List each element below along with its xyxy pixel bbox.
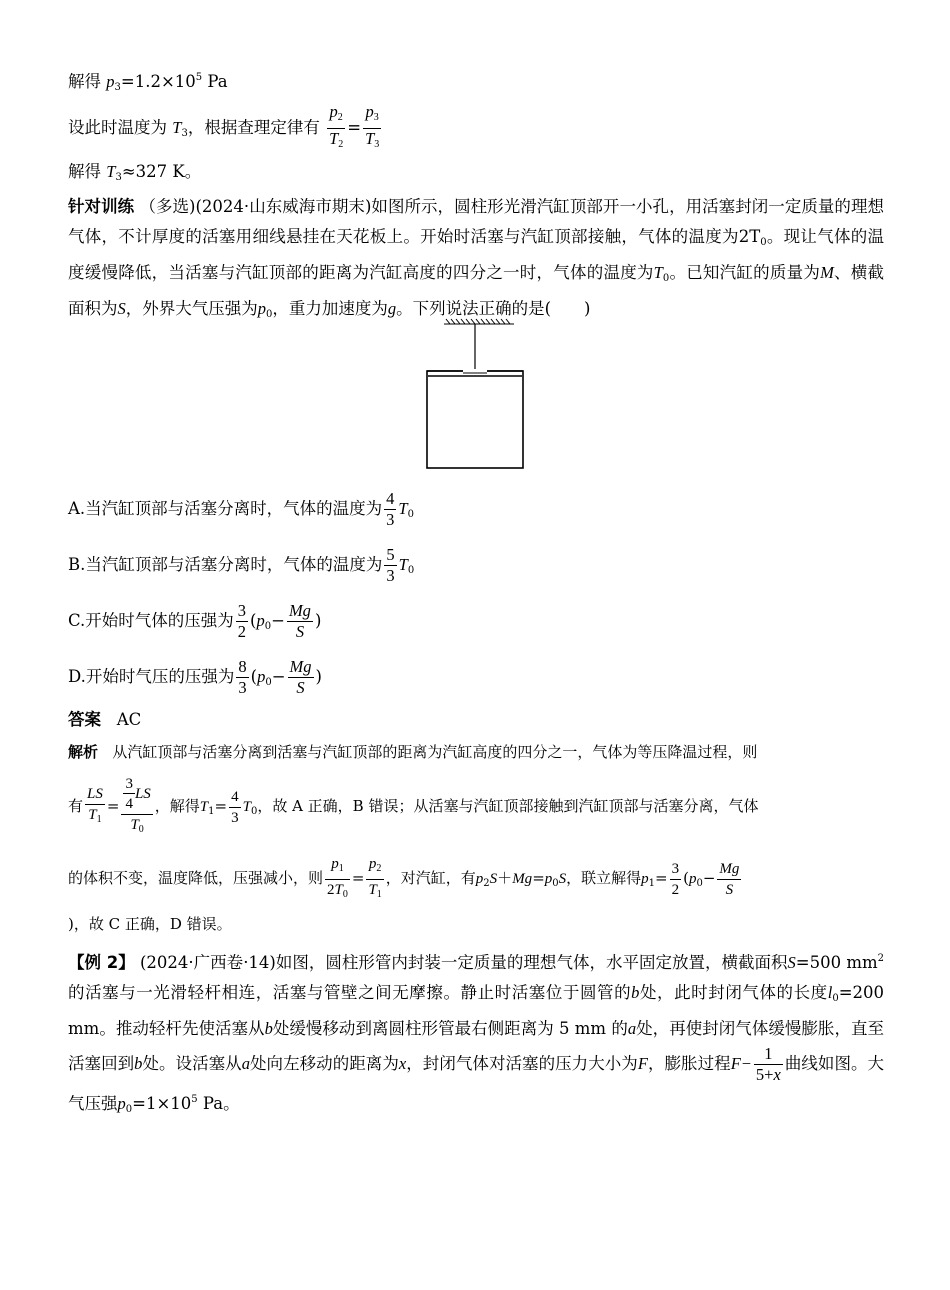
- text: Pa: [202, 72, 228, 91]
- cylinder-body: [427, 371, 523, 468]
- fraction-4-3: $\frac{4}{3}$: [231, 788, 239, 826]
- option-b[interactable]: [68, 540, 884, 596]
- text: 解得: [68, 72, 107, 91]
- fraction-p2-T1: $\frac{p_2}{T_1}$: [368, 855, 382, 900]
- sub: 2: [338, 139, 344, 150]
- text: 处，再使封闭气体缓慢膨胀，直至活塞回到: [68, 1019, 884, 1073]
- fraction-Mg-S: $\frac{Mg}{S}$: [719, 860, 740, 898]
- text: =1×10: [132, 1094, 192, 1113]
- answer-label: 答案: [68, 710, 101, 729]
- cylinder-diagram: [420, 318, 530, 472]
- var-p: p: [329, 102, 338, 121]
- option-c-text: C.开始时气体的压强为: [68, 611, 234, 630]
- sub: 3: [373, 112, 379, 123]
- text: (2024·广西卷·14)如图，圆柱形管内封装一定质量的理想气体，水平固定放置，横截面积: [140, 953, 788, 972]
- sub: 3: [374, 139, 380, 150]
- text: 的活塞与一光滑轻杆相连，活塞与管壁之间无摩擦。静止时活塞位于圆管的: [68, 983, 632, 1002]
- fraction-4-3: $\frac{4}{3}$: [386, 489, 395, 529]
- sup: 5: [195, 72, 203, 83]
- text: ，外界大气压强为: [125, 299, 258, 318]
- var-T: T: [653, 263, 663, 282]
- text: （多选)(2024·山东威海市期末)如图所示，圆柱形光滑汽缸顶部开一小孔，用活塞封闭一定质量的理想气体，不计厚度的活塞用细线悬挂在天花板上。开始时活塞与汽缸顶部接触，气体的温度为: [68, 197, 884, 246]
- text: ≈327 K。: [121, 162, 202, 181]
- fraction-Mg-S: $\frac{Mg}{S}$: [288, 601, 311, 641]
- sub: 3: [181, 128, 188, 139]
- var-g: g: [387, 299, 397, 318]
- option-a-text: A.当汽缸顶部与活塞分离时，气体的温度为: [68, 499, 383, 518]
- text: 2T: [738, 227, 761, 246]
- text: 处，此时封闭气体的长度: [639, 983, 828, 1002]
- text: 设此时温度为: [68, 118, 173, 137]
- var-T: T: [172, 118, 182, 137]
- example2-tag: 【例 2】: [68, 953, 135, 972]
- sub: 0: [662, 273, 670, 284]
- fraction-p2-T2: [327, 102, 345, 155]
- var-p: p: [365, 102, 374, 121]
- option-b-text: B.当汽缸顶部与活塞分离时，气体的温度为: [68, 555, 383, 574]
- sub: 0: [760, 237, 767, 248]
- fraction-5-3: $\frac{5}{3}$: [386, 545, 395, 585]
- practice-heading: 针对训练: [68, 197, 135, 216]
- fraction-3-2: $\frac{3}{2}$: [237, 601, 247, 641]
- text: 处向左移动的距离为: [249, 1054, 399, 1073]
- sub: 0: [407, 509, 414, 520]
- text: ，联立解得: [566, 869, 642, 887]
- var-T: T: [398, 555, 408, 574]
- analysis-line-4: [68, 912, 884, 936]
- text: 的体积不变，温度降低，压强减小，则: [68, 869, 324, 887]
- text: ，根据查理定律有: [187, 118, 320, 137]
- sub: 2: [337, 112, 343, 123]
- text: 处缓慢移动到离圆柱形管最右侧距离为 5 mm 的: [272, 1019, 628, 1038]
- fraction-3-4-LS-T0: $\frac{3}{4}$ LS $T_0$: [121, 775, 152, 840]
- var-T: T: [106, 162, 116, 181]
- text: =500 mm: [795, 953, 878, 972]
- analysis-line-1: [68, 740, 884, 764]
- text: =1.2×10: [120, 72, 196, 91]
- fraction-p3-T3: [363, 102, 381, 155]
- option-a[interactable]: [68, 484, 884, 540]
- solution-line-T3: [68, 160, 884, 190]
- option-d-text: D.开始时气压的压强为: [68, 667, 235, 686]
- fraction-p1-2T0: $\frac{p_1}{2T_0}$: [327, 855, 348, 900]
- practice-paragraph: [68, 192, 884, 330]
- option-d[interactable]: D.开始时气压的压强为 $\frac{8}{3}$ ($p_0-$ $\frac{Mg}{S}$ ): [68, 657, 322, 697]
- text: 曲线如图。大气压强: [68, 1054, 885, 1113]
- text: ，封闭气体对活塞的压力大小为: [406, 1054, 638, 1073]
- text: =200 mm。推动轻杆先使活塞从: [68, 983, 885, 1038]
- sub: 0: [407, 565, 415, 576]
- solution-line-p3: [68, 66, 884, 100]
- sub: 3: [115, 172, 122, 183]
- text: 有: [68, 797, 84, 815]
- answer-value: AC: [116, 710, 142, 729]
- fraction-Mg-S: $\frac{Mg}{S}$: [289, 657, 312, 697]
- var-M: M: [820, 263, 834, 282]
- eq: =: [347, 118, 362, 137]
- var-p: p: [106, 72, 115, 91]
- analysis-label: 解析: [68, 743, 99, 761]
- sub: 3: [114, 82, 121, 93]
- text: 、横截面积为: [68, 263, 885, 318]
- answer-line: [68, 708, 884, 732]
- fraction-LS-T1: $\frac{LS}{T_1}$: [87, 786, 103, 825]
- var-T: T: [398, 499, 408, 518]
- solution-line-charles: [68, 102, 884, 158]
- analysis-line-3: 的体积不变，温度降低，压强减小，则 $\frac{p_1}{2T_0}$ = $\frac{p_2}{T_1}$ ，对汽缸，有$p_2S+Mg=p_0S$，联立解得$p_1=$ $\frac{3}{2}$ ($p_0-$ $\frac{Mg}{S}$: [68, 852, 884, 910]
- sub: 0: [266, 309, 273, 320]
- fraction-1-5plusx: $\frac{1}{5+x}$: [755, 1044, 781, 1084]
- text: 。下列说法正确的是( ): [396, 299, 591, 318]
- text: Pa。: [197, 1094, 240, 1113]
- var-p: p: [257, 299, 266, 318]
- text: 。已知汽缸的质量为: [669, 263, 821, 282]
- text: ，故 A 正确，B 错误；从活塞与汽缸顶部接触到汽缸顶部与活塞分离，气体: [257, 797, 759, 815]
- fraction-3-2: $\frac{3}{2}$: [671, 860, 680, 898]
- ceiling-hatch: [444, 319, 514, 324]
- text: ，对汽缸，有: [385, 869, 476, 887]
- text: ，膨胀过程: [647, 1054, 731, 1073]
- var-T: T: [329, 129, 339, 148]
- text: 。现让气体的温度缓慢降低，当活塞与汽缸顶部的距离为汽缸高度的四分之一时，气体的温度为: [68, 227, 885, 282]
- text: 处。设活塞从: [142, 1054, 242, 1073]
- text: 解得: [68, 162, 107, 181]
- text: ，解得: [154, 797, 200, 815]
- var-T: T: [365, 129, 375, 148]
- fraction-8-3: $\frac{8}{3}$: [238, 657, 247, 697]
- option-c[interactable]: C.开始时气体的压强为 $\frac{3}{2}$ ($p_0-$ $\frac{Mg}{S}$ ): [68, 601, 322, 641]
- text: 从汽缸顶部与活塞分离到活塞与汽缸顶部的距离为汽缸高度的四分之一，气体为等压降温过程，则: [112, 743, 758, 761]
- text: )，故 C 正确，D 错误。: [68, 915, 232, 933]
- hole-gap: [463, 369, 487, 373]
- text: ，重力加速度为: [272, 299, 388, 318]
- analysis-line-2: 有 $\frac{LS}{T_1}$ = $\frac{3}{4}$ LS $T_0$ ，解得$T_1=$ $\frac{4}{3}$ $T_0$，故 A 正确，B 错误；从活塞与汽缸顶部接触到汽缸顶部与活塞分离，气体: [68, 772, 884, 846]
- var-S: S: [117, 299, 126, 318]
- example2-paragraph: 【例 2】 (2024·广西卷·14)如图，圆柱形管内封装一定质量的理想气体，水平固定放置，横截面积S=500 $mm^2$的活塞与一光滑轻杆相连，活塞与管壁之间无摩擦。静止时活塞位于圆管的b处，此时封闭气体的长度$l_0=200$ mm。推动轻杆先使活塞从b处缓慢移动到离圆柱形管最右侧距离为 5 mm 的a处，再使封闭气体缓慢膨胀，直至活塞回到b处。设活塞从a处向左移动的距离为x，封闭气体对活塞的压力大小为F，膨胀过程F− $\frac{1}{5+x}$ 曲线如图。大气压强$p_0=1\times 10^5$ Pa。: [68, 953, 885, 1115]
